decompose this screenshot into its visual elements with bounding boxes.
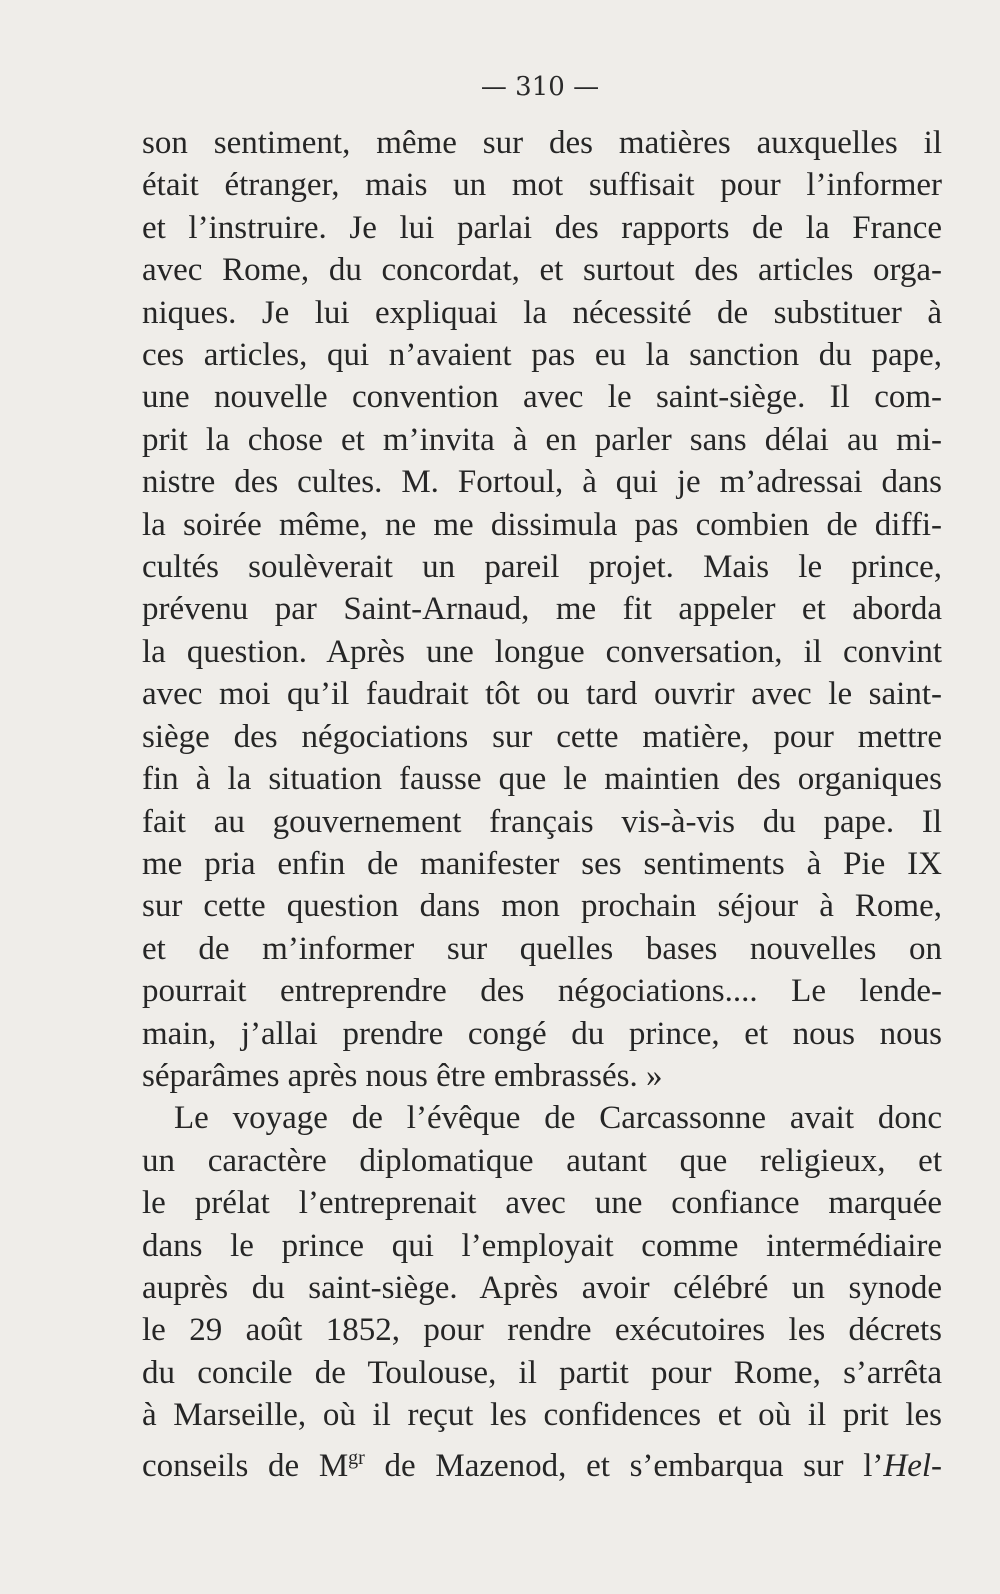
body-text	[142, 122, 942, 1487]
text-line: et de m’informer sur quelles bases nouvelles on	[142, 930, 942, 967]
text-line: dans le prince qui l’employait comme intermédiaire	[142, 1227, 942, 1264]
text-line: du concile de Toulouse, il partit pour Rome, s’arrêta	[142, 1354, 942, 1391]
text-line: main, j’allai prendre congé du prince, et nous nous	[142, 1015, 942, 1052]
text-line: fin à la situation fausse que le maintien des organiques	[142, 761, 942, 798]
paragraph-start-line: Le voyage de l’évêque de Carcassonne avait donc	[174, 1100, 942, 1137]
text-line: prévenu par Saint-Arnaud, me fit appeler et aborda	[142, 591, 942, 628]
text-line: fait au gouvernement français vis-à-vis du pape. Il	[142, 803, 942, 840]
text-line: était étranger, mais un mot suffisait pour l’informer	[142, 167, 942, 204]
text-line: à Marseille, où il reçut les confidences et où il prit les	[142, 1397, 942, 1434]
text-line: pourrait entreprendre des négociations.... Le lende-	[142, 973, 942, 1010]
text-line: le 29 août 1852, pour rendre exécutoires les décrets	[142, 1312, 942, 1349]
paragraph-end-line: séparâmes après nous être embrassés. »	[142, 1057, 663, 1094]
italic-ship-name: Hel-	[883, 1447, 942, 1484]
text-line: un caractère diplomatique autant que religieux, et	[142, 1142, 942, 1179]
text-line: son sentiment, même sur des matières auxquelles il	[142, 125, 942, 161]
text-line: prit la chose et m’invita à en parler sans délai au mi-	[142, 421, 942, 458]
text-line: la soirée même, ne me dissimula pas combien de diffi-	[142, 506, 942, 543]
page-number: — 310 —	[480, 72, 600, 102]
text-line: sur cette question dans mon prochain séjour à Rome,	[142, 888, 942, 925]
superscript-abbreviation: gr	[348, 1446, 365, 1469]
text-line: avec Rome, du concordat, et surtout des articles orga-	[142, 252, 942, 289]
text-line: siège des négociations sur cette matière, pour mettre	[142, 718, 942, 755]
text-line: nistre des cultes. M. Fortoul, à qui je m’adressai dans	[142, 464, 942, 501]
text-line-final	[142, 1437, 942, 1487]
text-line: le prélat l’entreprenait avec une confiance marquée	[142, 1185, 942, 1222]
text-line: niques. Je lui expliquai la nécessité de substituer à	[142, 294, 942, 331]
text-line: la question. Après une longue conversation, il convint	[142, 633, 942, 670]
text-line: cultés soulèverait un pareil projet. Mais le prince,	[142, 549, 942, 586]
text-line: ces articles, qui n’avaient pas eu la sanction du pape,	[142, 337, 942, 374]
final-line-text-continued: de Mazenod, et s’embarqua sur l’	[364, 1447, 884, 1484]
final-line-text: conseils de M	[142, 1447, 349, 1484]
text-line: auprès du saint-siège. Après avoir célébré un synode	[142, 1269, 942, 1306]
text-line: avec moi qu’il faudrait tôt ou tard ouvrir avec le saint-	[142, 676, 942, 713]
text-line: et l’instruire. Je lui parlai des rapports de la France	[142, 209, 942, 246]
text-line: une nouvelle convention avec le saint-siège. Il com-	[142, 379, 942, 416]
text-line: me pria enfin de manifester ses sentiments à Pie IX	[142, 845, 942, 882]
